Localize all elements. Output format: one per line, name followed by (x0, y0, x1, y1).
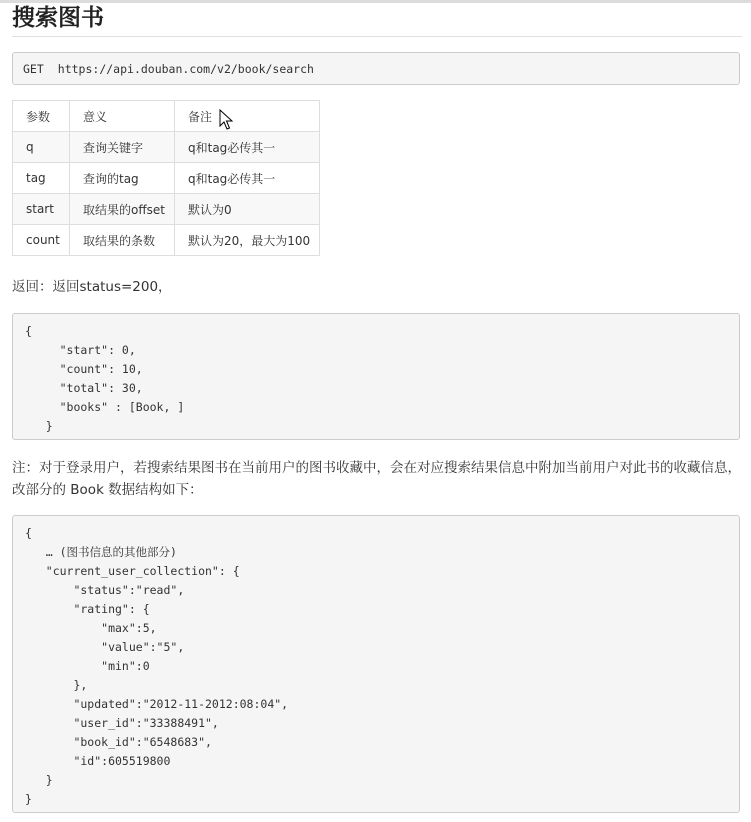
code-line: "current_user_collection": { (25, 564, 240, 578)
code-line: } (25, 773, 53, 787)
table-row (13, 194, 320, 225)
table-cell: q (13, 132, 70, 163)
table-cell: 默认为0 (175, 194, 320, 225)
code-line: }, (25, 678, 88, 692)
page-title: 搜索图书 (12, 5, 104, 31)
code-line: "value":"5", (25, 640, 185, 654)
table-cell: tag (13, 163, 70, 194)
code-line: … (图书信息的其他部分) (25, 545, 177, 559)
return-description: 返回：返回status=200， (12, 279, 172, 295)
code-line: "min":0 (25, 659, 150, 673)
table-cell: 取结果的条数 (70, 225, 175, 256)
table-cell: 默认为20，最大为100 (175, 225, 320, 256)
table-header-cell: 意义 (70, 101, 175, 132)
code-line: "id":605519800 (25, 754, 171, 768)
code-line: "start": 0, (25, 343, 136, 357)
code-line: { (25, 324, 32, 338)
table-cell: 取结果的offset (70, 194, 175, 225)
endpoint-url: https://api.douban.com/v2/book/search (57, 62, 314, 76)
table-header-row (13, 101, 320, 132)
table-row (13, 163, 320, 194)
table-cell: start (13, 194, 70, 225)
code-line: "rating": { (25, 602, 150, 616)
code-line: "count": 10, (25, 362, 143, 376)
book-json-block (12, 515, 740, 813)
endpoint-code-block (12, 52, 740, 85)
table-header-cell: 备注 (175, 101, 320, 132)
code-line: "user_id":"33388491", (25, 716, 219, 730)
code-line: "book_id":"6548683", (25, 735, 212, 749)
table-row (13, 225, 320, 256)
code-line: } (25, 792, 32, 806)
table-cell: 查询关键字 (70, 132, 175, 163)
params-table (12, 100, 320, 256)
code-line: } (25, 419, 53, 433)
code-line: "total": 30, (25, 381, 143, 395)
mouse-cursor-icon (219, 109, 233, 131)
code-line: { (25, 526, 32, 540)
table-header-cell: 参数 (13, 101, 70, 132)
code-line: "books" : [Book, ] (25, 400, 185, 414)
code-line: "max":5, (25, 621, 157, 635)
table-cell: count (13, 225, 70, 256)
table-cell: 查询的tag (70, 163, 175, 194)
table-row (13, 132, 320, 163)
table-cell: q和tag必传其一 (175, 132, 320, 163)
return-json-block (12, 313, 740, 440)
code-line: "status":"read", (25, 583, 185, 597)
title-divider (12, 36, 742, 37)
code-line: "updated":"2012-11-2012:08:04", (25, 697, 289, 711)
table-cell: q和tag必传其一 (175, 163, 320, 194)
note-paragraph: 注：对于登录用户，若搜索结果图书在当前用户的图书收藏中，会在对应搜索结果信息中附加当前用户对此书的收藏信息，改部分的 Book 数据结构如下： (12, 460, 741, 498)
http-method: GET (23, 62, 44, 76)
